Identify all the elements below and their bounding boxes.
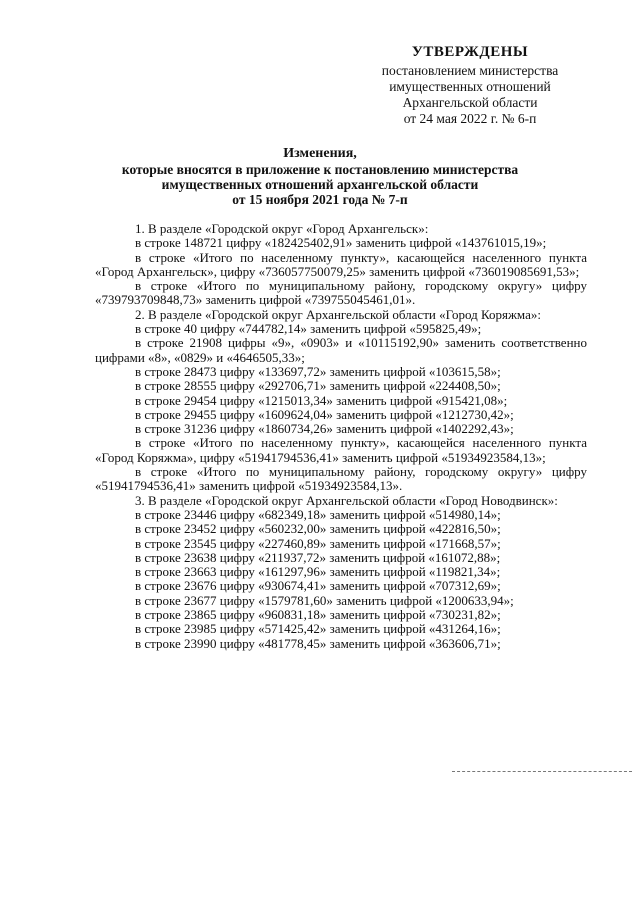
title-line: которые вносятся в приложение к постановлению министерства bbox=[121, 162, 519, 177]
amendment-item: в строке 31236 цифру «1860734,26» заменить цифрой «1402292,43»; bbox=[135, 421, 514, 437]
amendment-item: в строке 28555 цифру «292706,71» заменить цифрой «224408,50»; bbox=[135, 378, 501, 394]
amendment-item: в строке 40 цифру «744782,14» заменить цифрой «595825,49»; bbox=[135, 321, 482, 337]
amendment-item: в строке 23677 цифру «1579781,60» заменить цифрой «1200633,94»; bbox=[135, 592, 514, 608]
approval-line: постановлением министерства bbox=[381, 63, 559, 78]
section-heading: 1. В разделе «Городской округ «Город Архангельск»: bbox=[135, 221, 429, 236]
title-line: от 15 ноября 2021 года № 7-п bbox=[232, 192, 408, 207]
approval-heading: УТВЕРЖДЕНЫ bbox=[411, 44, 529, 60]
amendment-item: в строке 23545 цифру «227460,89» заменить цифрой «171668,57»; bbox=[135, 535, 501, 551]
title-line: Изменения, bbox=[283, 146, 357, 161]
amendment-item: в строке 23676 цифру «930674,41» заменить цифрой «707312,69»; bbox=[135, 578, 501, 594]
section-heading: 2. В разделе «Городской округ Архангельской области «Город Коряжма»: bbox=[135, 306, 541, 322]
footer-divider bbox=[452, 771, 632, 772]
amendment-item: в строке 29455 цифру «1609624,04» заменить цифрой «1212730,42»; bbox=[135, 406, 514, 422]
amendment-item: в строке «Итого по муниципальному району, городскому округу» цифру «51941794536,41» заменить цифрой «51934923584,13». bbox=[95, 464, 587, 494]
amendment-item: в строке 23985 цифру «571425,42» заменить цифрой «431264,16»; bbox=[135, 621, 501, 637]
amendment-item: в строке 23663 цифру «161297,96» заменить цифрой «119821,34»; bbox=[135, 564, 501, 580]
amendment-item: в строке 29454 цифру «1215013,34» заменить цифрой «915421,08»; bbox=[135, 392, 508, 408]
amendment-item: в строке 28473 цифру «133697,72» заменить цифрой «103615,58»; bbox=[135, 363, 501, 379]
amendment-item: в строке 23446 цифру «682349,18» заменить цифрой «514980,14»; bbox=[135, 506, 501, 522]
amendment-item: в строке 23638 цифру «211937,72» заменить цифрой «161072,88»; bbox=[135, 549, 501, 565]
amendment-item: в строке «Итого по муниципальному району, городскому округу» цифру «739793709848,73» заменить цифрой «739755045461,01». bbox=[95, 278, 587, 308]
section-heading: 3. В разделе «Городской округ Архангельской области «Город Новодвинск»: bbox=[135, 492, 558, 508]
approval-block bbox=[350, 44, 590, 127]
approval-line: от 24 мая 2022 г. № 6-п bbox=[403, 111, 537, 126]
amendment-item: в строке 21908 цифры «9», «0903» и «10115192,90» заменить соответственно цифрами «8», «0829» и «4646505,33»; bbox=[95, 335, 587, 365]
approval-line: Архангельской области bbox=[402, 95, 538, 110]
amendment-item: в строке 23452 цифру «560232,00» заменить цифрой «422816,50»; bbox=[135, 521, 501, 537]
amendment-item: в строке «Итого по населенному пункту», касающейся населенного пункта «Город Коряжма», цифру «51941794536,41» заменить цифрой «51934923584,13»; bbox=[95, 435, 587, 465]
document-body bbox=[95, 222, 587, 651]
amendment-item: в строке 23990 цифру «481778,45» заменить цифрой «363606,71»; bbox=[135, 635, 501, 651]
document-title bbox=[100, 146, 540, 207]
approval-line: имущественных отношений bbox=[389, 79, 551, 94]
amendment-item: в строке «Итого по населенному пункту», касающейся населенного пункта «Город Архангельск», цифру «736057750079,25» заменить цифрой «736019085691,53»; bbox=[95, 249, 587, 279]
amendment-item: в строке 23865 цифру «960831,18» заменить цифрой «730231,82»; bbox=[135, 607, 501, 623]
amendment-item: в строке 148721 цифру «182425402,91» заменить цифрой «143761015,19»; bbox=[135, 235, 547, 251]
title-line: имущественных отношений архангельской области bbox=[161, 177, 479, 192]
